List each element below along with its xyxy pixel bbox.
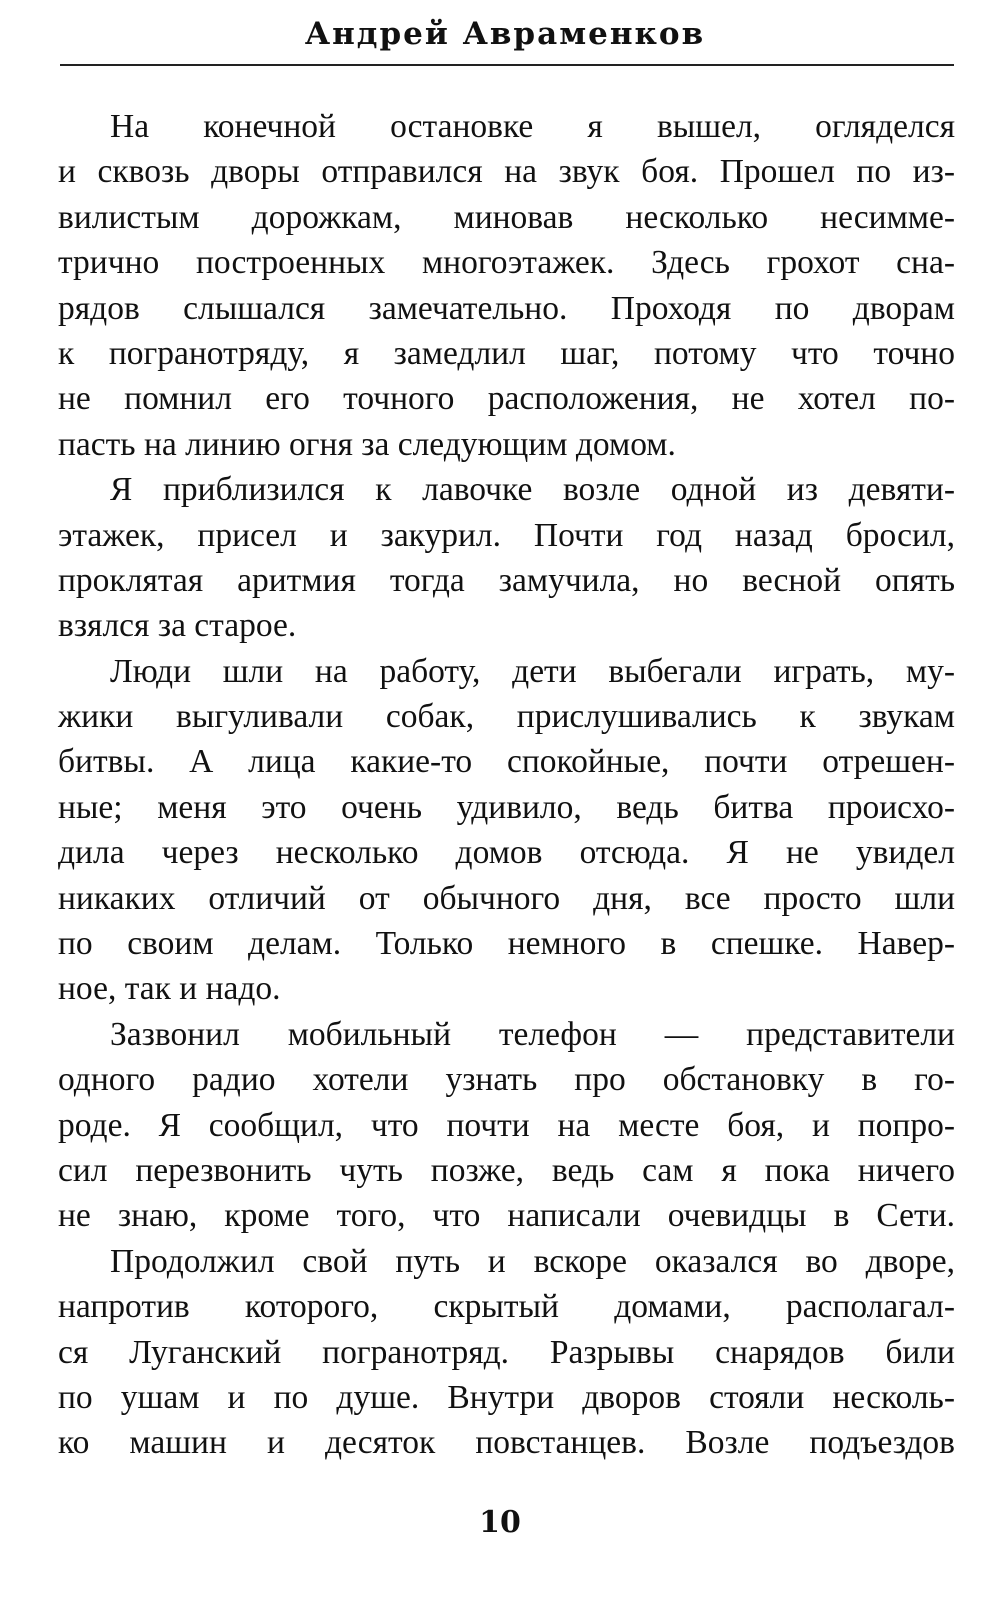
text-line: трично построенных многоэтажек. Здесь грохот сна- <box>58 244 955 282</box>
text-line: вилистым дорожкам, миновав несколько несимме- <box>58 198 955 236</box>
text-line: по ушам и по душе. Внутри дворов стояли несколь- <box>58 1378 955 1416</box>
text-line: никаких отличий от обычного дня, все просто шли <box>58 879 955 917</box>
text-line: Я приблизился к лавочке возле одной из девяти- <box>110 471 955 509</box>
text-line: и сквозь дворы отправился на звук боя. Прошел по из- <box>58 153 955 191</box>
text-line: Зазвонил мобильный телефон — представители <box>110 1015 955 1053</box>
text-line: битвы. А лица какие-то спокойные, почти отрешен- <box>58 743 955 781</box>
text-line: не знаю, кроме того, что написали очевидцы в Сети. <box>58 1197 955 1235</box>
paragraph-1 <box>58 104 955 467</box>
text-line: ко машин и десяток повстанцев. Возле подъездов <box>58 1424 955 1462</box>
body-text <box>58 104 955 1466</box>
text-line: ные; меня это очень удивило, ведь битва происхо- <box>58 788 955 826</box>
text-line: На конечной остановке я вышел, огляделся <box>110 108 955 145</box>
text-line: этажек, присел и закурил. Почти год назад бросил, <box>58 516 955 554</box>
paragraph-2 <box>58 467 955 649</box>
text-line: роде. Я сообщил, что почти на месте боя, и попро- <box>58 1106 955 1144</box>
text-line: Продолжил свой путь и вскоре оказался во дворе, <box>110 1242 955 1280</box>
text-line: ное, так и надо. <box>58 970 281 1008</box>
text-line: жики выгуливали собак, прислушивались к звукам <box>58 698 955 736</box>
paragraph-4 <box>58 1012 955 1239</box>
text-line: Люди шли на работу, дети выбегали играть, му- <box>110 652 955 690</box>
text-line: пасть на линию огня за следующим домом. <box>58 425 676 463</box>
text-line: одного радио хотели узнать про обстановку в го- <box>58 1061 955 1099</box>
header-rule <box>60 64 954 66</box>
running-head: Андрей Авраменков <box>304 16 706 52</box>
text-line: рядов слышался замечательно. Проходя по дворам <box>58 289 955 327</box>
page-number: 10 <box>479 1505 521 1540</box>
text-line: взялся за старое. <box>58 607 297 645</box>
text-line: сил перезвонить чуть позже, ведь сам я пока ничего <box>58 1151 955 1189</box>
text-line: дила через несколько домов отсюда. Я не увидел <box>58 834 955 872</box>
text-line: напротив которого, скрытый домами, располагал- <box>58 1288 955 1326</box>
text-line: ся Луганский погранотряд. Разрывы снарядов били <box>58 1333 955 1371</box>
text-line: не помнил его точного расположения, не хотел по- <box>58 380 955 418</box>
text-line: проклятая аритмия тогда замучила, но весной опять <box>58 561 955 599</box>
text-line: к погранотряду, я замедлил шаг, потому что точно <box>58 334 955 372</box>
text-line: по своим делам. Только немного в спешке. Навер- <box>58 925 955 963</box>
paragraph-5 <box>58 1239 955 1466</box>
paragraph-3 <box>58 649 955 1012</box>
